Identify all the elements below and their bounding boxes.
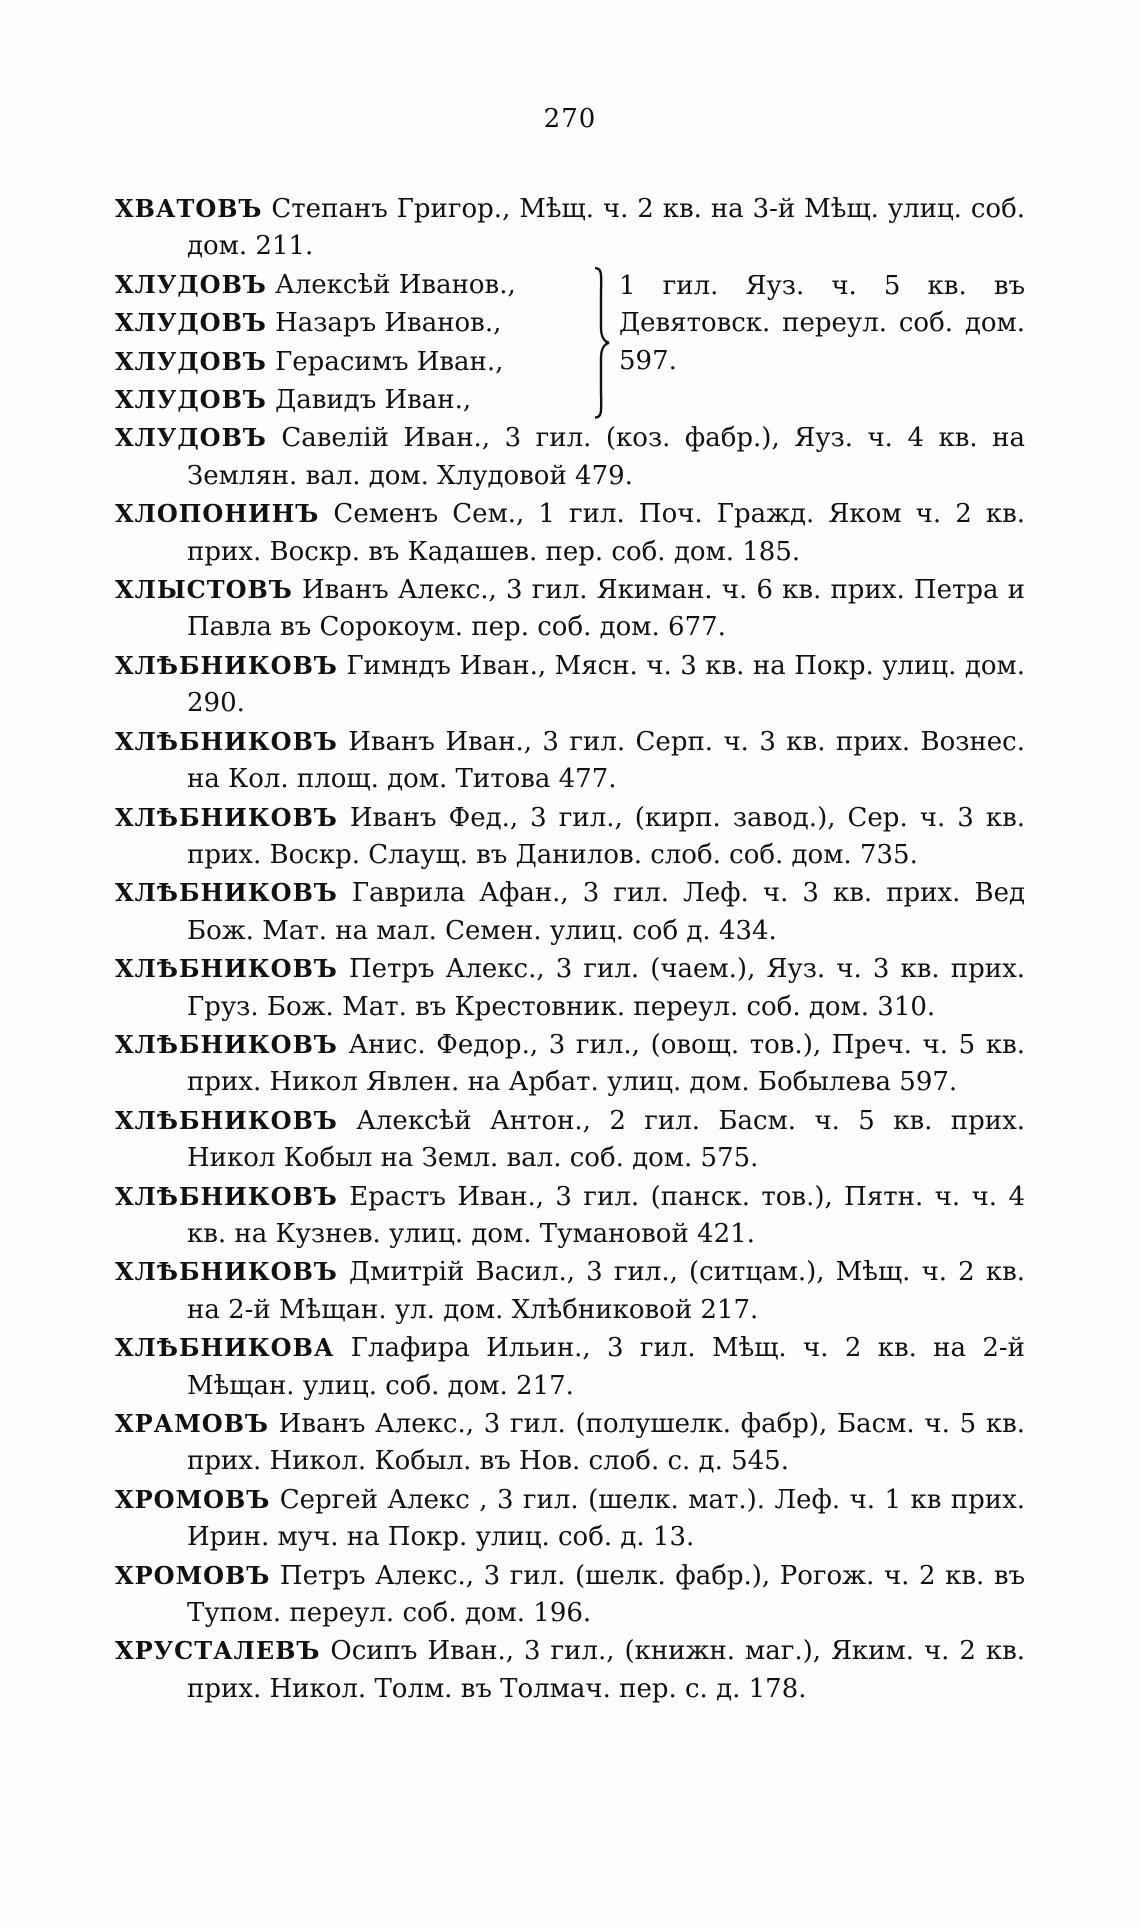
entry-text: Иванъ Алекс., 3 гил. Якиман. ч. 6 кв. прих. Петра и Павла въ Сорокоум. пер. соб. дом. 677. [187, 575, 1026, 643]
entry-surname: ХЛѢБНИКОВЪ [115, 726, 338, 756]
entry-text: Семенъ Сем., 1 гил. Поч. Гражд. Яком ч. 2 кв. прих. Воскр. въ Кадашев. пер. соб. дом. 185. [187, 499, 1026, 567]
entry-group [115, 266, 1025, 420]
entry-surname: ХРАМОВЪ [115, 1409, 269, 1438]
entry-text: Назаръ Иванов., [275, 308, 502, 339]
directory-entry [115, 647, 1025, 723]
entry-text: Алексѣй Антон., 2 гил. Басм. ч. 5 кв. прих. Никол Кобыл на Земл. вал. соб. дом. 575. [187, 1105, 1026, 1174]
entry-surname: ХЛУДОВЪ [115, 385, 267, 415]
group-name-line [115, 343, 585, 381]
directory-entries [115, 190, 1025, 1708]
directory-entry [115, 1557, 1025, 1633]
entry-surname: ХЛѢБНИКОВЪ [115, 954, 338, 984]
entry-text: Гаврила Афан., 3 гил. Леф. ч. 3 кв. прих. Вед Бож. Мат. на мал. Семен. улиц. соб д. 434. [187, 878, 1025, 946]
group-name-line [115, 381, 585, 419]
entry-surname: ХЛѢБНИКОВЪ [115, 1257, 338, 1287]
directory-entry [115, 1102, 1025, 1178]
entry-text: Герасимъ Иван., [275, 346, 504, 377]
group-name-line [115, 266, 585, 304]
entry-text: Петръ Алекс., 3 гил. (чаем.), Яуз. ч. 3 кв. прих. Груз. Бож. Мат. въ Крестовник. переул. соб. дом. 310. [187, 954, 1026, 1022]
directory-entry [115, 1329, 1025, 1405]
directory-entry [115, 1253, 1025, 1329]
group-names [115, 266, 585, 420]
directory-entry [115, 799, 1025, 875]
entry-text: Иванъ Алекс., 3 гил. (полушелк. фабр), Басм. ч. 5 кв. прих. Никол. Кобыл. въ Нов. слоб. с. д. 545. [187, 1409, 1026, 1477]
directory-entry [115, 1632, 1025, 1708]
entry-text: Иванъ Иван., 3 гил. Серп. ч. 3 кв. прих. Вознес. на Кол. площ. дом. Титова 477. [187, 726, 1026, 795]
entry-surname: ХВАТОВЪ [115, 194, 263, 223]
entry-surname: ХЛѢБНИКОВЪ [115, 650, 338, 680]
directory-entry [115, 1026, 1025, 1102]
directory-entry [115, 190, 1025, 266]
entry-text: Анис. Федор., 3 гил., (овощ. тов.), Преч. ч. 5 кв. прих. Никол Явлен. на Арбат. улиц. дом. Бобылева 597. [187, 1029, 1026, 1098]
entry-surname: ХЛѢБНИКОВЪ [115, 1029, 338, 1059]
entry-surname: ХЛѢБНИКОВА [115, 1333, 335, 1363]
entry-text: Осипъ Иван., 3 гил., (книжн. маг.), Яким. ч. 2 кв. прих. Никол. Толм. въ Толмач. пер. с. д. 178. [187, 1636, 1026, 1704]
group-shared-address: 1 гил. Яуз. ч. 5 кв. въ Девятовск. переул. соб. дом. 597. [619, 270, 1025, 376]
group-name-line [115, 304, 585, 342]
entry-surname: ХЛУДОВЪ [115, 308, 267, 338]
entry-surname: ХЛЫСТОВЪ [115, 575, 293, 605]
page-number: 270 [543, 104, 597, 134]
entry-surname: ХЛѢБНИКОВЪ [115, 1181, 338, 1211]
entry-text: Глафира Ильин., 3 гил. Мѣщ. ч. 2 кв. на 2-й Мѣщан. улиц. соб. дом. 217. [187, 1333, 1026, 1401]
entry-text: Давидъ Иван., [275, 385, 472, 416]
entry-surname: ХЛУДОВЪ [115, 269, 267, 299]
entry-text: Степанъ Григор., Мѣщ. ч. 2 кв. на 3-й Мѣщ. улиц. соб. дом. 211. [187, 194, 1026, 262]
directory-entry [115, 1405, 1025, 1481]
entry-text: Иванъ Фед., 3 гил., (кирп. завод.), Сер. ч. 3 кв. прих. Воскр. Слаущ. въ Данилов. слоб. соб. дом. 735. [187, 802, 1026, 870]
entry-surname: ХРОМОВЪ [115, 1484, 271, 1514]
entry-text: Алексѣй Иванов., [275, 269, 516, 300]
entry-text: Савелій Иван., 3 гил. (коз. фабр.), Яуз. ч. 4 кв. на Землян. вал. дом. Хлудовой 479. [187, 423, 1025, 491]
entry-text: Сергей Алекс , 3 гил. (шелк. мат.). Леф. ч. 1 кв прих. Ирин. муч. на Покр. улиц. соб. д. 13. [187, 1484, 1025, 1553]
entry-surname: ХЛУДОВЪ [115, 423, 267, 453]
entry-surname: ХЛѢБНИКОВЪ [115, 878, 338, 908]
entry-surname: ХЛѢБНИКОВЪ [115, 802, 338, 832]
directory-entry [115, 419, 1025, 495]
entry-surname: ХРОМОВЪ [115, 1560, 271, 1590]
directory-entry [115, 495, 1025, 571]
entry-surname: ХЛѢБНИКОВЪ [115, 1105, 338, 1135]
entry-surname: ХЛОПОНИНЪ [115, 499, 320, 529]
entry-text: Петръ Алекс., 3 гил. (шелк. фабр.), Рогож. ч. 2 кв. въ Тупом. переул. соб. дом. 196. [187, 1560, 1026, 1629]
directory-entry [115, 1481, 1025, 1557]
directory-entry [115, 723, 1025, 799]
directory-entry [115, 874, 1025, 950]
entry-text: Гимндъ Иван., Мясн. ч. 3 кв. на Покр. улиц. дом. 290. [187, 650, 1026, 719]
entry-surname: ХРУСТАЛЕВЪ [115, 1636, 321, 1666]
entry-surname: ХЛУДОВЪ [115, 346, 267, 376]
directory-entry [115, 571, 1025, 647]
entry-text: Дмитрій Васил., 3 гил., (ситцам.), Мѣщ. ч. 2 кв. на 2-й Мѣщан. ул. дом. Хлѣбниковой 217. [187, 1257, 1026, 1325]
curly-brace-icon [585, 266, 619, 420]
directory-entry [115, 950, 1025, 1026]
directory-entry [115, 1178, 1025, 1254]
entry-text: Ерастъ Иван., 3 гил. (панск. тов.), Пятн. ч. ч. 4 кв. на Кузнев. улиц. дом. Тумановой 421. [187, 1181, 1026, 1249]
